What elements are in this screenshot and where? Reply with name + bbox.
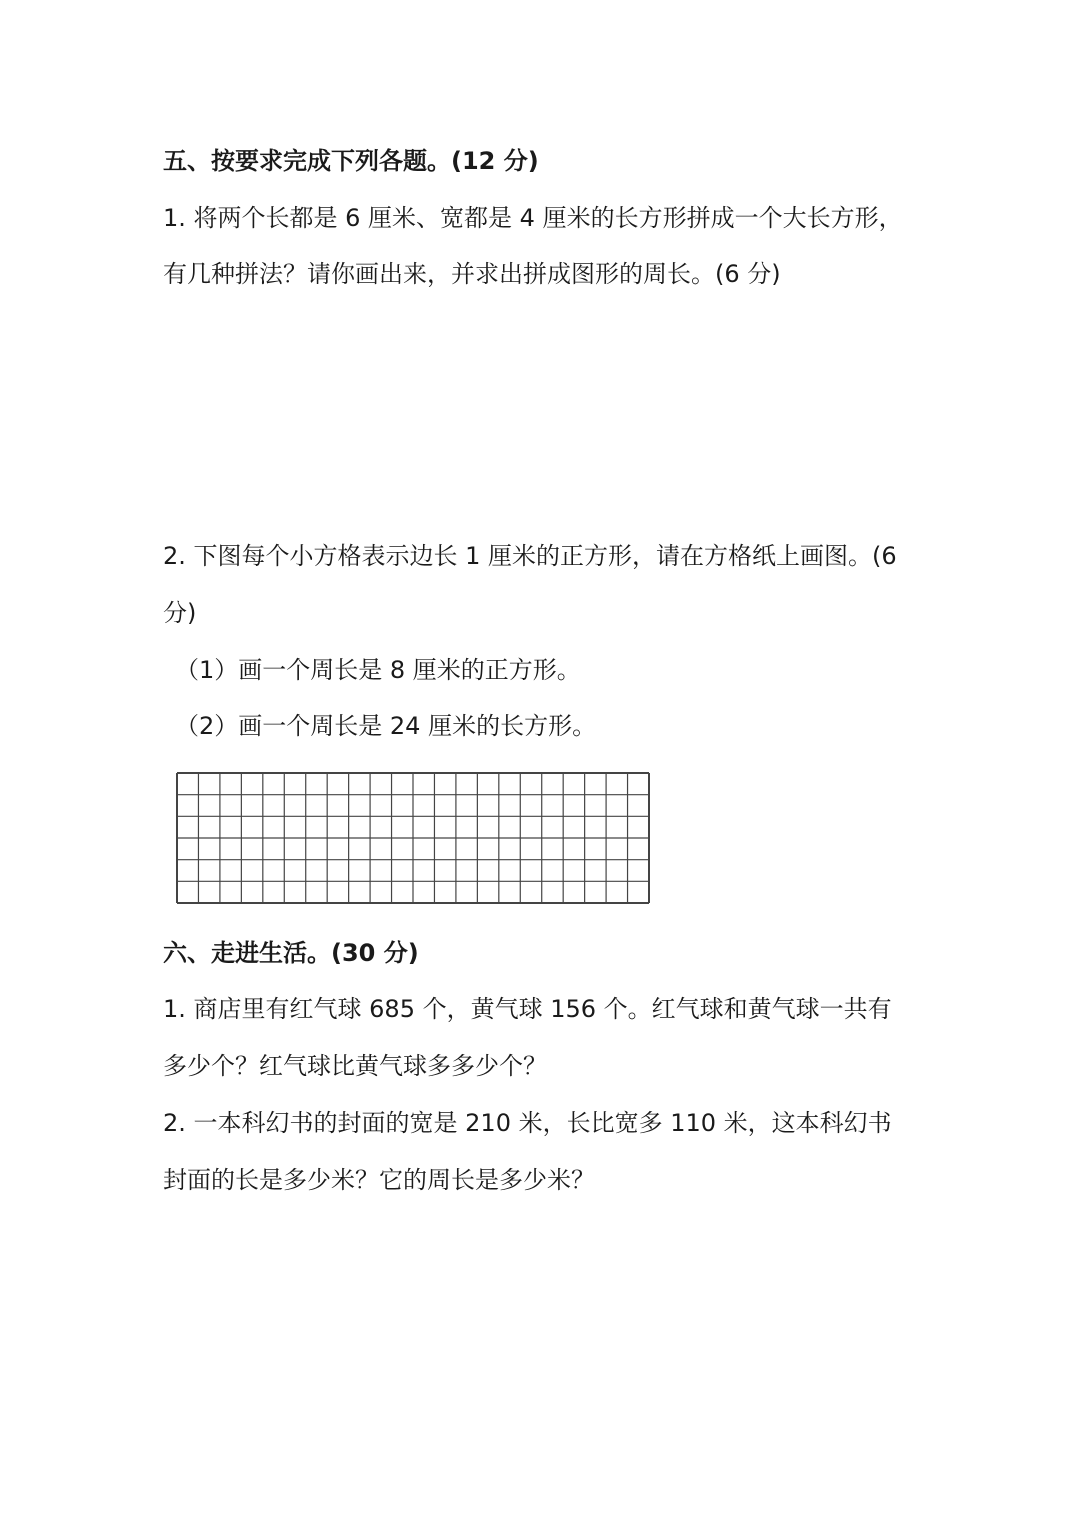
question-5-2-sub-2: （2）画一个周长是 24 厘米的长方形。 <box>175 712 597 740</box>
square-grid <box>176 772 650 904</box>
question-6-2-line-1: 2. 一本科幻书的封面的宽是 210 米，长比宽多 110 米，这本科幻书 <box>163 1109 892 1137</box>
question-5-1-line-2: 有几种拼法？请你画出来，并求出拼成图形的周长。(6 分) <box>163 260 781 288</box>
question-5-1-line-1: 1. 将两个长都是 6 厘米、宽都是 4 厘米的长方形拼成一个大长方形， <box>163 204 903 232</box>
question-6-1-line-1: 1. 商店里有红气球 685 个，黄气球 156 个。红气球和黄气球一共有 <box>163 995 892 1023</box>
section-6-heading: 六、走进生活。(30 分) <box>163 939 419 967</box>
question-6-2-line-2: 封面的长是多少米？它的周长是多少米？ <box>163 1166 595 1194</box>
question-5-2-line-2: 分) <box>163 599 197 627</box>
question-5-2-sub-1: （1）画一个周长是 8 厘米的正方形。 <box>175 656 581 684</box>
question-6-1-line-2: 多少个？红气球比黄气球多多少个？ <box>163 1052 547 1080</box>
question-5-2-line-1: 2. 下图每个小方格表示边长 1 厘米的正方形，请在方格纸上画图。(6 <box>163 542 897 570</box>
section-5-heading: 五、按要求完成下列各题。(12 分) <box>163 147 539 175</box>
